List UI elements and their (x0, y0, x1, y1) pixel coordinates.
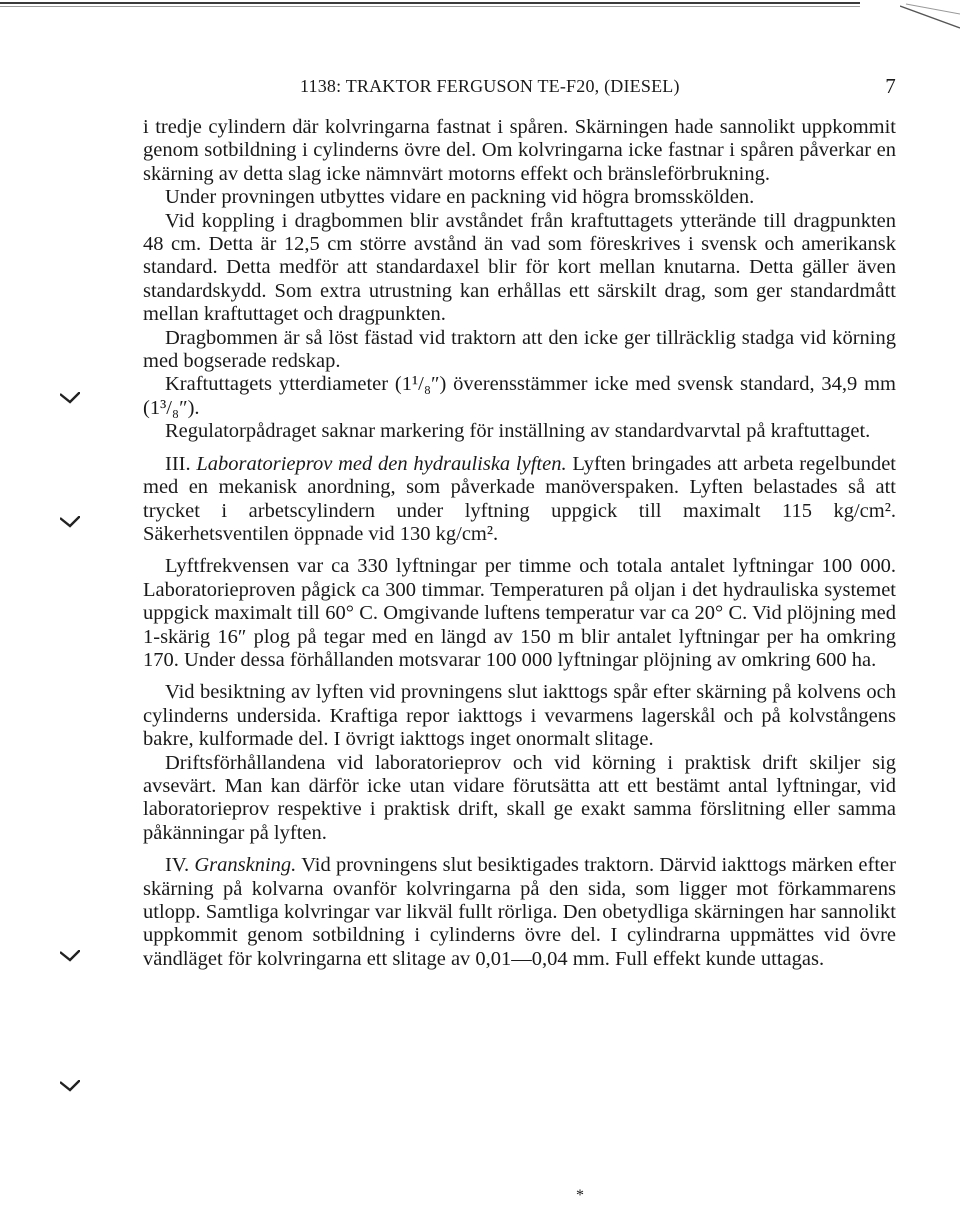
page-number: 7 (885, 74, 896, 98)
paragraph-section-iii (143, 453, 896, 547)
section-number: III. (165, 452, 197, 475)
paragraph: i tredje cylindern där kolvringarna fastnat i spåren. Skärningen hade sannolikt uppkommit genom sotbildning i cylinderns övre del. Om kolvringarna icke fastnar i spåren påverkar en skärning av detta slag icke nämnvärt motorns effekt och bränsleförbrukning. (143, 116, 896, 185)
paragraph-section-iv (143, 854, 896, 971)
margin-check-mark-icon (60, 950, 80, 962)
header-title: 1138: TRAKTOR FERGUSON TE-F20, (DIESEL) (300, 76, 680, 96)
section-number: IV. (165, 854, 195, 877)
corner-scan-mark-icon (900, 0, 960, 40)
running-header (300, 76, 900, 100)
section-heading: Laboratorieprov med den hydrauliska lyften. (196, 452, 567, 475)
paragraph: Dragbommen är så löst fästad vid traktorn att den icke ger tillräcklig stadga vid körning med bogserade redskap. (143, 326, 896, 373)
paragraph: Driftsförhållandena vid laboratorieprov och vid körning i praktisk drift skiljer sig avsevärt. Man kan därför icke utan vidare förutsätta att ett bestämt antal lyftningar, vid laboratorieprov respektive i praktisk drift, skall ge exakt samma förslitning eller samma påkänningar på lyften. (143, 751, 896, 844)
paragraph-body: Vid provningens slut besiktigades traktorn. Därvid iakttogs märken efter skärning på kolvarna ovanför kolvringarna på den sida, som ligger mot förkammarens utlopp. Samtliga kolvringar var likväl fullt rörliga. Den obetydliga skärningen har sannolikt uppkommit genom sotbildning i cylinderns övre del. I cylindrarna uppmättes vid övre vändläget för kolvringarna ett slitage av 0,01—0,04 mm. Full effekt kunde uttagas. (143, 854, 896, 970)
paragraph-body: Lyften bringades att arbeta regelbundet med en mekanisk anordning, som påverkade manöverspaken. Lyften belastades så att trycket i arbetscylindern under lyftning uppgick till maximalt 115 kg/cm². Säkerhetsventilen öppnade vid 130 kg/cm². (143, 452, 897, 545)
margin-check-mark-icon (60, 1080, 80, 1092)
top-rule-thin (0, 6, 860, 7)
paragraph: Under provningen utbyttes vidare en packning vid högra bromsskölden. (165, 186, 755, 209)
paragraph: Lyftfrekvensen var ca 330 lyftningar per timme och totala antalet lyftningar 100 000. Laboratorieproven pågick ca 300 timmar. Temperaturen på oljan i det hydrauliska systemet uppgick maximalt till 60° C. Omgivande luftens temperatur var ca 20° C. Vid plöjning med 1-skärig 16″ plog på tegar med en längd av 150 m blir antalet lyftningar per ha omkring 170. Under dessa förhållanden motsvarar 100 000 lyftningar plöjning av omkring 600 ha. (143, 555, 896, 671)
paragraph: Vid besiktning av lyften vid provningens slut iakttogs spår efter skärning på kolvens och cylinderns undersida. Kraftiga repor iakttogs i vevarmens lagerskål och på kolvstångens bakre, kulformade del. I övrigt iakttogs inget onormalt slitage. (143, 681, 896, 751)
section-heading: Granskning. (194, 854, 297, 877)
paragraph: Vid koppling i dragbommen blir avståndet från kraftuttagets ytterände till dragpunkten 48 cm. Detta är 12,5 cm större avstånd än vad som föreskrives i svensk och amerikansk standard. Detta medför att standardaxel blir för kort mellan knutarna. Detta gäller även standardskydd. Som extra utrustning kan erhållas ett särskilt drag, som ger standardmått mellan kraftuttaget och dragpunkten. (143, 209, 896, 326)
margin-check-mark-icon (60, 516, 80, 528)
margin-check-mark-icon (60, 392, 80, 404)
body-text (143, 116, 896, 971)
footer-asterisk: * (576, 1187, 584, 1204)
paragraph: Regulatorpådraget saknar markering för inställning av standardvarvtal på kraftuttaget. (165, 420, 871, 443)
paragraph: Kraftuttagets ytterdiameter (1¹/₈″) överensstämmer icke med svensk standard, 34,9 mm (1³/₈″). (143, 373, 896, 419)
top-rule (0, 2, 860, 4)
